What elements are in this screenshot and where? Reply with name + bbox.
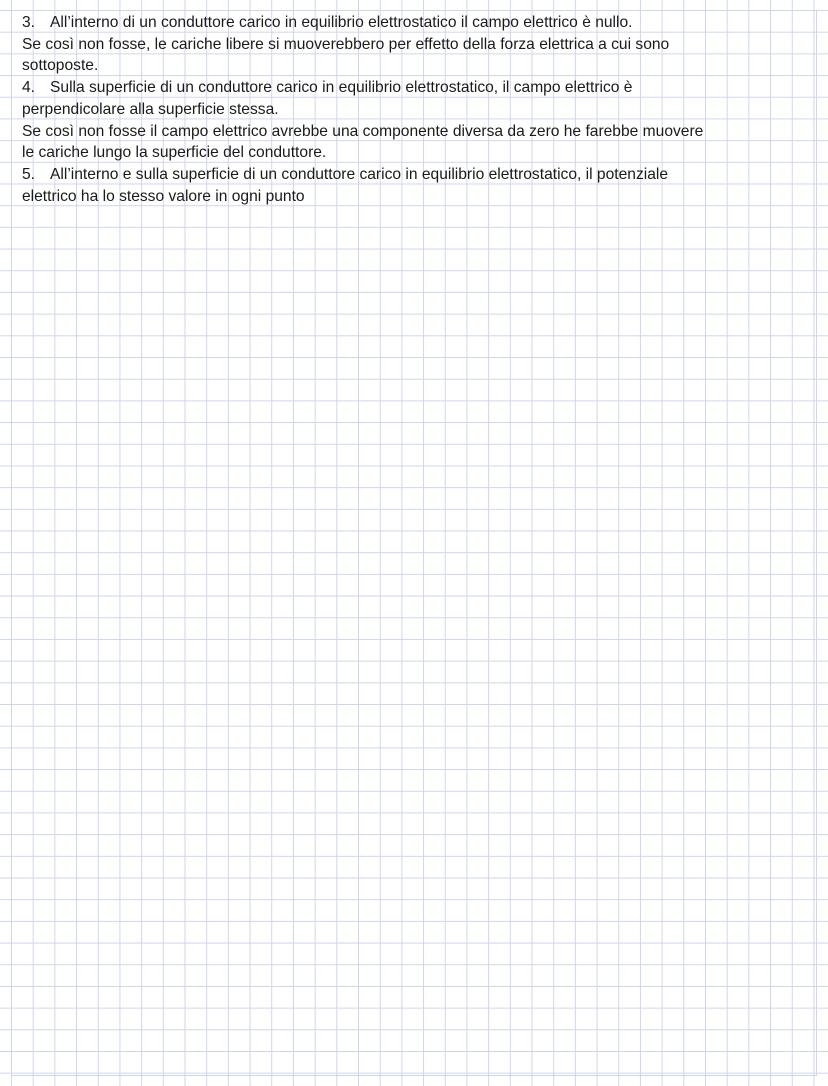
item-4-number: 4. xyxy=(22,79,36,97)
item-4-explanation-line-1: Se così non fosse il campo elettrico avrebbe una componente diversa da zero he farebbe muovere xyxy=(22,122,704,140)
item-5-line-2: elettrico ha lo stesso valore in ogni punto xyxy=(22,187,305,205)
item-4-statement: Sulla superficie di un conduttore carico in equilibrio elettrostatico, il campo elettrico è xyxy=(50,79,633,97)
item-4-line-1 xyxy=(22,77,812,99)
item-3-statement: All’interno di un conduttore carico in equilibrio elettrostatico il campo elettrico è nullo. xyxy=(50,14,633,31)
item-3-explanation-line-2: sottoposte. xyxy=(22,57,99,75)
item-4-explanation-line-2: le cariche lungo la superficie del conduttore. xyxy=(22,144,327,162)
item-5-number: 5. xyxy=(22,165,36,183)
item-4-line-2: perpendicolare alla superficie stessa. xyxy=(22,100,279,118)
item-5-statement: All’interno e sulla superficie di un conduttore carico in equilibrio elettrostatico, il potenziale xyxy=(50,165,669,183)
item-5-line-1 xyxy=(22,164,812,186)
item-3-number: 3. xyxy=(22,14,36,31)
item-3-explanation-line-1: Se così non fosse, le cariche libere si muoverebbero per effetto della forza elettrica a cui sono xyxy=(22,35,670,53)
notes-text xyxy=(22,12,812,207)
item-3-line-1 xyxy=(22,12,812,34)
